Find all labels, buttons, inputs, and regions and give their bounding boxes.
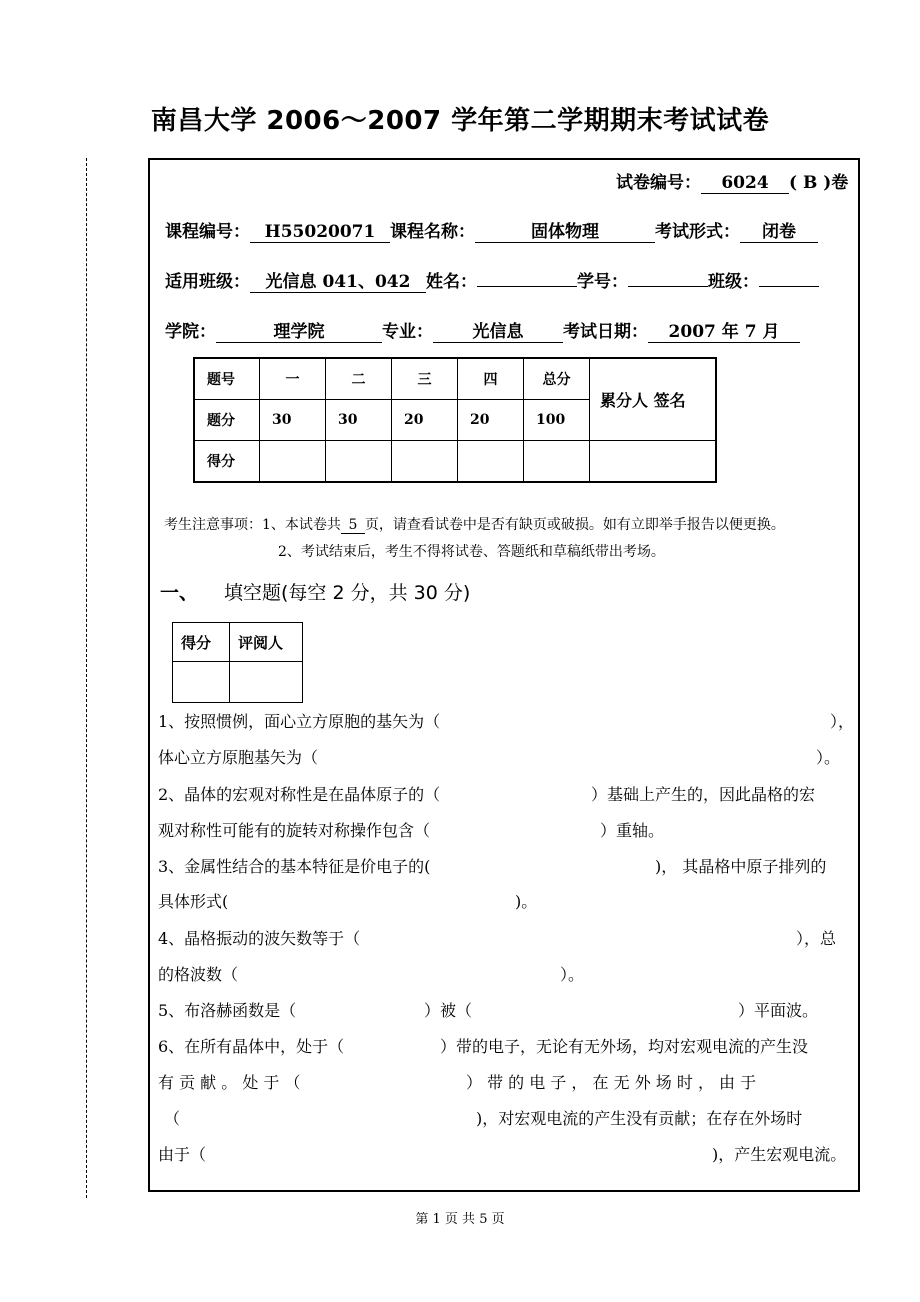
name-field[interactable] <box>477 286 577 287</box>
question-6-line-4: 由于（ <box>158 1145 207 1164</box>
notes-text: 页，请查看试卷中是否有缺页或破损。如有立即举手报告以便更换。 <box>364 517 785 533</box>
binding-line <box>86 158 87 1198</box>
score-table <box>193 357 717 483</box>
question-6-line-2: 有 贡 献 。 处 于 （ <box>158 1073 301 1092</box>
major-value: 光信息 <box>433 322 563 343</box>
points-cell: 20 <box>392 400 458 441</box>
question-3-line-2: 具体形式( <box>158 892 229 911</box>
student-row <box>165 267 819 293</box>
question-2-line-2-end: ）重轴。 <box>600 821 665 840</box>
banji-field[interactable] <box>759 286 819 287</box>
row-header-points: 题分 <box>194 400 260 441</box>
notes-text: 1、本试卷共 <box>262 517 341 533</box>
column-header: 一 <box>260 358 326 400</box>
page-count: 5 <box>341 517 365 534</box>
table-row <box>194 441 716 483</box>
column-header: 四 <box>458 358 524 400</box>
question-2-line-1: 2、晶体的宏观对称性是在晶体原子的（ <box>158 785 441 804</box>
question-4-line-2: 的格波数（ <box>158 965 239 984</box>
section-heading <box>160 578 470 605</box>
points-cell: 30 <box>326 400 392 441</box>
question-3-line-2-end: )。 <box>515 892 538 911</box>
paper-number-label: 试卷编号： <box>616 173 701 193</box>
reviewer-label: 评阅人 <box>230 623 303 662</box>
paper-type: ( B )卷 <box>789 173 849 193</box>
table-row <box>173 662 303 703</box>
question-4-line-1: 4、晶格振动的波矢数等于（ <box>158 929 361 948</box>
score-entry-cell[interactable] <box>326 441 392 483</box>
course-code-label: 课程编号： <box>165 222 250 242</box>
reviewer-entry-cell[interactable] <box>230 662 303 703</box>
date-label: 考试日期： <box>563 322 648 342</box>
class-label: 适用班级： <box>165 272 250 292</box>
page-footer: 第 1 页 共 5 页 <box>415 1212 505 1227</box>
college-row <box>165 317 800 343</box>
row-header-score: 得分 <box>194 441 260 483</box>
notes-line-1 <box>164 514 785 534</box>
score-entry-cell[interactable] <box>392 441 458 483</box>
points-cell: 100 <box>524 400 590 441</box>
student-id-field[interactable] <box>628 286 708 287</box>
question-6-line-4-end: )，产生宏观电流。 <box>712 1145 847 1164</box>
major-label: 专业： <box>382 322 433 342</box>
question-6-line-1-end: ）带的电子，无论有无外场，均对宏观电流的产生没 <box>440 1037 809 1056</box>
column-header: 二 <box>326 358 392 400</box>
question-5-line-1-end: ）平面波。 <box>738 1001 819 1020</box>
college-value: 理学院 <box>216 322 382 343</box>
exam-form-value: 闭卷 <box>740 222 818 243</box>
question-6-line-3: （ <box>164 1109 181 1128</box>
question-1-line-2: 体心立方原胞基矢为（ <box>158 748 319 767</box>
paper-number-value: 6024 <box>701 173 789 194</box>
signature-entry-cell[interactable] <box>590 441 717 483</box>
course-row <box>165 217 818 243</box>
course-code-value: H55020071 <box>250 222 390 243</box>
points-cell: 20 <box>458 400 524 441</box>
table-row <box>194 358 716 400</box>
notes-label: 考生注意事项： <box>164 517 262 533</box>
table-row <box>173 623 303 662</box>
course-name-label: 课程名称： <box>390 222 475 242</box>
question-3-line-1: 3、金属性结合的基本特征是价电子的( <box>158 857 431 876</box>
question-1-line-1-end: ）， <box>830 712 855 731</box>
column-header: 总分 <box>524 358 590 400</box>
date-value: 2007 年 7 月 <box>648 322 800 343</box>
section-title: 填空题(每空 2 分，共 30 分) <box>224 582 471 604</box>
question-4-line-2-end: ）。 <box>560 965 585 984</box>
question-3-line-1-end: )， 其晶格中原子排列的 <box>655 857 827 876</box>
course-name-value: 固体物理 <box>475 222 655 243</box>
question-6-line-3-end: )，对宏观电流的产生没有贡献；在存在外场时 <box>476 1109 803 1128</box>
college-label: 学院： <box>165 322 216 342</box>
student-id-label: 学号： <box>577 272 628 292</box>
question-6-line-1: 6、在所有晶体中，处于（ <box>158 1037 345 1056</box>
question-1-line-2-end: ）。 <box>816 748 841 767</box>
score-entry-cell[interactable] <box>458 441 524 483</box>
section-number: 一、 <box>160 582 199 604</box>
notes-line-2: 2、考试结束后，考生不得将试卷、答题纸和草稿纸带出考场。 <box>278 544 665 560</box>
page-title: 南昌大学 2006～2007 学年第二学期期末考试试卷 <box>150 106 770 136</box>
exam-form-label: 考试形式： <box>655 222 740 242</box>
question-5-line-1: 5、布洛赫函数是（ <box>158 1001 297 1020</box>
paper-number-row <box>616 168 848 194</box>
points-cell: 30 <box>260 400 326 441</box>
grade-label: 得分 <box>173 623 230 662</box>
score-entry-cell[interactable] <box>524 441 590 483</box>
score-entry-cell[interactable] <box>260 441 326 483</box>
class-value: 光信息 041、042 <box>250 272 426 293</box>
question-2-line-1-end: ）基础上产生的，因此晶格的宏 <box>591 785 816 804</box>
grade-entry-cell[interactable] <box>173 662 230 703</box>
question-6-line-2-end: ） 带 的 电 子 ， 在 无 外 场 时 ， 由 于 <box>466 1073 757 1092</box>
question-4-line-1-end: ），总 <box>796 929 837 948</box>
question-5-line-1-mid: ）被（ <box>424 1001 473 1020</box>
row-header-number: 题号 <box>194 358 260 400</box>
section-grade-box <box>172 622 303 703</box>
name-label: 姓名： <box>426 272 477 292</box>
grader-signature-cell: 累分人 签名 <box>590 358 717 441</box>
question-2-line-2: 观对称性可能有的旋转对称操作包含（ <box>158 821 431 840</box>
question-1-line-1: 1、按照惯例，面心立方原胞的基矢为（ <box>158 712 441 731</box>
banji-label: 班级： <box>708 272 759 292</box>
column-header: 三 <box>392 358 458 400</box>
